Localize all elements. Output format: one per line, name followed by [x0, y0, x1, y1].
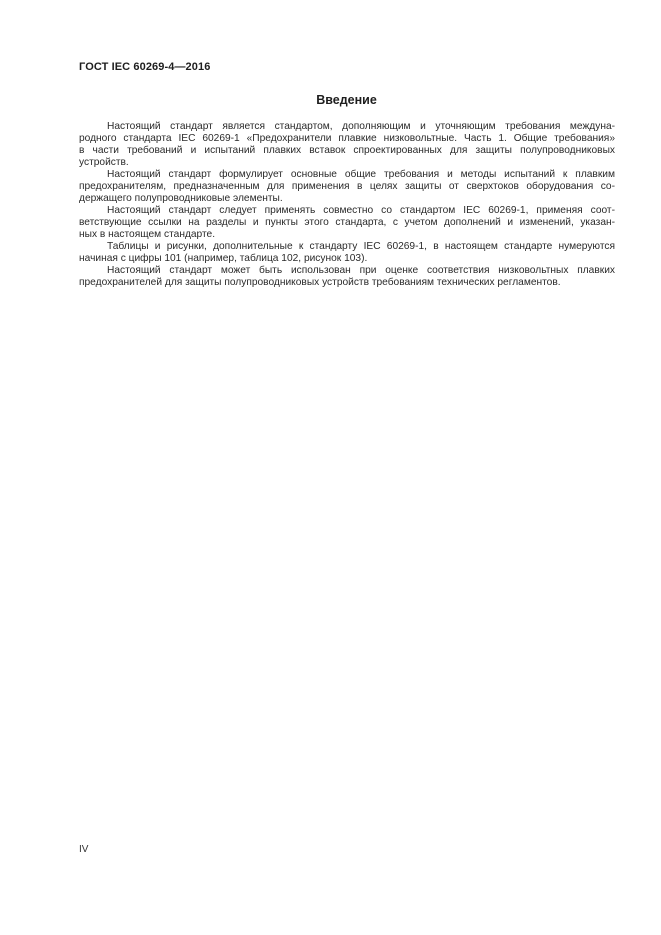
paragraph-line: начиная с цифры 101 (например, таблица 102, рисунок 103). [79, 253, 368, 264]
introduction-body [79, 121, 615, 289]
paragraph-line: в части требований и испытаний плавких вставок спроектированных для защиты полупроводниковых [79, 145, 615, 156]
paragraph-line: ветствующие ссылки на разделы и пункты этого стандарта, с учетом дополнений и изменений, указан- [79, 217, 615, 228]
paragraph-line: Настоящий стандарт может быть использован при оценке соответствия низковольтных плавких [107, 265, 615, 276]
paragraph-line: предохранителей для защиты полупроводниковых устройств требованиям технических регламентов. [79, 277, 561, 288]
paragraph-line: Настоящий стандарт формулирует основные общие требования и методы испытаний к плавким [107, 169, 615, 180]
paragraph-line: родного стандарта IEC 60269-1 «Предохранители плавкие низковольтные. Часть 1. Общие требования» [79, 133, 615, 144]
paragraph-2 [79, 169, 615, 205]
paragraph-line: Настоящий стандарт является стандартом, дополняющим и уточняющим требования междуна- [107, 121, 615, 132]
paragraph-4 [79, 241, 615, 265]
paragraph-1 [79, 121, 615, 169]
paragraph-line: держащего полупроводниковые элементы. [79, 193, 283, 204]
paragraph-line: Настоящий стандарт следует применять совместно со стандартом IEC 60269-1, применяя соот- [107, 205, 615, 216]
paragraph-line: Таблицы и рисунки, дополнительные к стандарту IEC 60269-1, в настоящем стандарте нумеруются [107, 241, 615, 252]
paragraph-line: устройств. [79, 157, 129, 168]
paragraph-line: предохранителям, предназначенным для применения в целях защиты от сверхтоков оборудования со- [79, 181, 615, 192]
section-title: Введение [316, 93, 377, 107]
document-code-header: ГОСТ IEC 60269-4—2016 [79, 61, 211, 73]
paragraph-line: ных в настоящем стандарте. [79, 229, 216, 240]
paragraph-3 [79, 205, 615, 241]
paragraph-5 [79, 265, 615, 289]
page-number: IV [79, 844, 89, 855]
